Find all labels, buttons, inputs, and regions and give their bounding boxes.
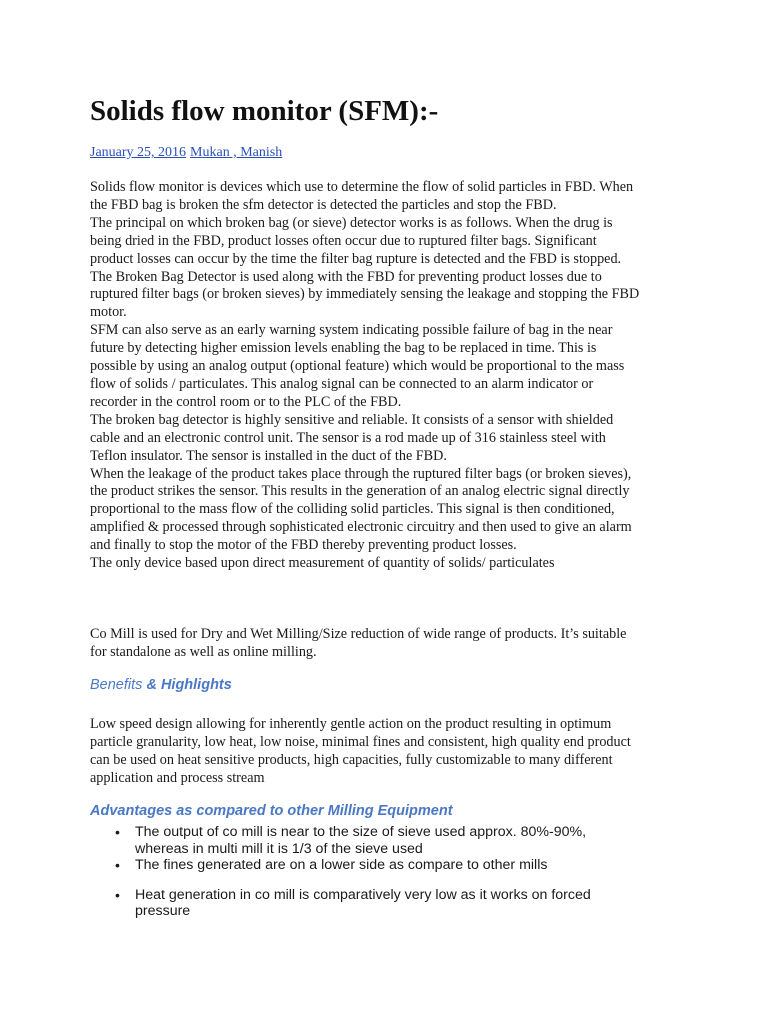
text-line: recorder in the control room or to the PLC of the FBD. (90, 393, 402, 410)
text-line: possible by using an analog output (optional feature) which would be proportional to the mass (90, 358, 625, 375)
benefits-paragraph (90, 716, 690, 788)
list-item (90, 857, 690, 874)
text-line: Solids flow monitor is devices which use to determine the flow of solid particles in FBD. When (90, 179, 634, 195)
text-line: particle granularity, low heat, low noise, minimal fines and consistent, high quality end product (90, 733, 631, 750)
benefits-heading (90, 677, 232, 693)
benefits-heading-part1: Benefits (90, 677, 143, 693)
text-line: ruptured filter bags (or broken sieves) by immediately sensing the leakage and stopping the FBD (90, 286, 640, 303)
text-line: The only device based upon direct measurement of quantity of solids/ particulates (90, 555, 555, 572)
text-line: The broken bag detector is highly sensitive and reliable. It consists of a sensor with shielded (90, 411, 614, 428)
text-line: The fines generated are on a lower side as compare to other mills (135, 857, 548, 873)
author-link[interactable]: Mukan , Manish (190, 145, 283, 160)
text-line: Heat generation in co mill is comparatively very low as it works on forced (135, 886, 591, 903)
text-line: for standalone as well as online milling. (90, 643, 317, 660)
list-item (90, 887, 690, 920)
text-line: pressure (135, 903, 191, 919)
text-line: Teflon insulator. The sensor is installed in the duct of the FBD. (90, 447, 447, 464)
advantages-list (90, 824, 690, 920)
page-title: Solids flow monitor (SFM):- (90, 95, 439, 127)
benefits-heading-part2: & Highlights (146, 677, 232, 693)
text-line: amplified & processed through sophisticated electronic circuitry and then used to give an alarm (90, 519, 632, 536)
text-line: SFM can also serve as an early warning system indicating possible failure of bag in the near (90, 322, 613, 339)
text-line: being dried in the FBD, product losses often occur due to ruptured filter bags. Significant (90, 232, 597, 249)
text-line: application and process stream (90, 769, 265, 786)
sfm-paragraph (90, 179, 690, 573)
text-line: future by detecting higher emission levels enabling the bag to be replaced in time. This is (90, 340, 597, 357)
text-line: proportional to the mass flow of the colliding solid particles. This signal is then conditioned, (90, 501, 615, 518)
text-line: The output of co mill is near to the size of sieve used approx. 80%-90%, (135, 824, 587, 840)
bullet-icon: • (115, 857, 120, 873)
text-line: flow of solids / particulates. This analog signal can be connected to an alarm indicator or (90, 375, 594, 392)
text-line: and finally to stop the motor of the FBD thereby preventing product losses. (90, 537, 517, 554)
text-line: When the leakage of the product takes place through the ruptured filter bags (or broken sieves), (90, 465, 632, 482)
text-line: The Broken Bag Detector is used along with the FBD for preventing product losses due to (90, 268, 602, 285)
comill-paragraph (90, 626, 690, 662)
text-line: the FBD bag is broken the sfm detector is detected the particles and stop the FBD. (90, 196, 557, 213)
advantages-heading: Advantages as compared to other Milling Equipment (90, 803, 453, 819)
text-line: whereas in multi mill it is 1/3 of the sieve used (135, 840, 423, 857)
text-line: Low speed design allowing for inherently gentle action on the product resulting in optimum (90, 716, 612, 732)
text-line: the product strikes the sensor. This results in the generation of an analog electric signal directly (90, 483, 630, 500)
bullet-icon: • (115, 824, 120, 840)
text-line: motor. (90, 304, 127, 321)
text-line: Co Mill is used for Dry and Wet Milling/Size reduction of wide range of products. It’s suitable (90, 626, 627, 642)
date-link[interactable]: January 25, 2016 (90, 145, 187, 160)
text-line: can be used on heat sensitive products, high capacities, fully customizable to many different (90, 751, 613, 768)
text-line: product losses can occur by the time the filter bag rupture is detected and the FBD is stopped. (90, 250, 622, 267)
list-item (90, 824, 690, 857)
text-line: The principal on which broken bag (or sieve) detector works is as follows. When the drug is (90, 214, 613, 231)
post-meta (90, 144, 282, 162)
bullet-icon: • (115, 886, 120, 903)
text-line: cable and an electronic control unit. The sensor is a rod made up of 316 stainless steel with (90, 429, 606, 446)
